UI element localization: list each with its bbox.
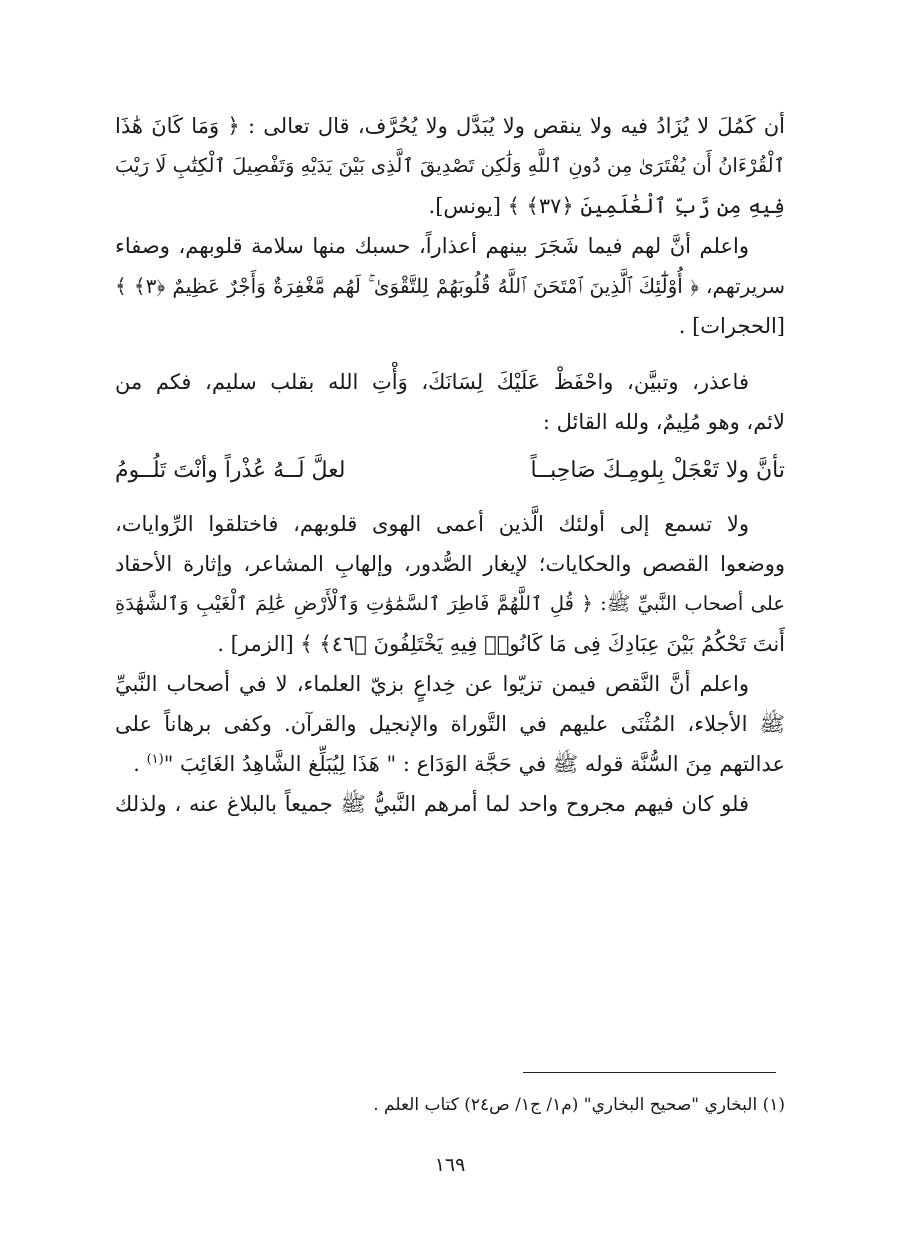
paragraph-gap <box>115 346 785 362</box>
text-line-4: واعلم أنَّ لهم فيما شَجَرَ بينهم أعذاراً، حسبك منها سلامة قلوبهم، وصفاء <box>115 234 749 258</box>
text-line-10: ووضعوا القصص والحكايات؛ لإيغار الصُّدور، وإلهابِ المشاعر، وإثارة الأحقاد <box>115 552 785 576</box>
poetry-verse <box>115 448 785 494</box>
text-line-12: أَنتَ تَحْكُمُ بَيْنَ عِبَادِكَ فِى مَا كَانُوا۟ فِيهِ يَخْتَلِفُونَ ﴿٤٦﴾ ﴾ [الزمر] . <box>217 632 785 656</box>
verse-left-hemistich: لعلَّ لَــهُ عُذْراً وأنْتَ تَلُــومُ <box>115 458 346 483</box>
text-line-11: على أصحاب النَّبيِّ ﷺ: ﴿ قُلِ ٱللَّهُمَّ فَاطِرَ ٱلسَّمَٰوَٰتِ وَٱلْأَرْضِ عَٰلِمَ ٱلْغَيْبِ وَٱلشَّهَٰدَةِ <box>115 592 785 615</box>
page-number: ١٦٩ <box>434 1154 466 1176</box>
text-line-15 <box>115 744 785 784</box>
text-line-13: واعلم أنَّ النَّقص فيمن تزيّوا عن خِداعٍ بزيّ العلماء، لا في أصحاب النَّبيِّ <box>115 672 749 696</box>
text-line-14: ﷺ الأجلاء، المُثْنَى عليهم في التَّوراة والإنجيل والقرآن. وكفى برهاناً على <box>115 712 785 736</box>
text-line-15-body: عدالتهم مِنَ السُّنَّة قوله ﷺ في حَجَّة الوَدَاع : " هَذَا لِيُبَلِّغ الشَّاهِدُ الغَائِبَ " <box>163 752 785 776</box>
text-line-2: ٱلْقُرْءَانُ أَن يُفْتَرَىٰ مِن دُونِ ٱللَّهِ وَلَٰكِن تَصْدِيقَ ٱلَّذِى بَيْنَ يَدَيْهِ وَتَفْصِيلَ ٱلْكِتَٰبِ لَا رَيْبَ <box>115 154 785 177</box>
text-line-3: فِيهِ مِن رَّبِّ ٱلْعَٰلَمِينَ ﴿٣٧﴾ ﴾ [يونس]. <box>428 194 785 218</box>
text-line-8: لائم، وهو مُلِيمٌ، ولله القائل : <box>542 410 785 434</box>
text-line-1: أن كَمُلَ لا يُزَادُ فيه ولا ينقص ولا يُبَدَّل ولا يُحُرَّف، قال تعالى : ﴿ وَمَا كَانَ هَٰذَا <box>115 114 785 138</box>
footnote-reference[interactable]: (١) <box>146 752 164 767</box>
text-line-5: سريرتهم، ﴿ أُوْلَٰٓئِكَ ٱلَّذِينَ ٱمْتَحَنَ ٱللَّهُ قُلُوبَهُمْ لِلتَّقْوَىٰ ۚ لَهُم مَّغْفِرَةٌ وَأَجْرٌ عَظِيمٌ ﴿٣﴾ ﴾ <box>115 274 785 298</box>
verse-right-hemistich: تأنَّ ولا تَعْجَلْ بِلومِـكَ صَاحِبــاً <box>530 458 785 483</box>
text-line-16: فلو كان فيهم مجروح واحد لما أمرهم النَّبيُّ ﷺ جميعاً بالبلاغ عنه ، ولذلك <box>115 792 749 816</box>
text-line-7: فاعذر، وتبيَّن، واحْفَظْ عَلَيْكَ لِسَانَكَ، وَأْتِ الله بقلب سليم، فكم من <box>115 370 749 394</box>
body-text <box>115 106 785 824</box>
footnote-divider <box>523 1072 776 1073</box>
text-line-15-end: . <box>133 752 147 776</box>
text-line-6: [الحجرات] . <box>678 314 785 338</box>
footnote: (١) البخاري "صحيح البخاري" (م١/ ج١/ ص٢٤) كتاب العلم . <box>373 1095 785 1115</box>
text-line-9: ولا تسمع إلى أولئك الَّذين أعمى الهوى قلوبهم، فاختلقوا الرِّوايات، <box>115 512 749 536</box>
